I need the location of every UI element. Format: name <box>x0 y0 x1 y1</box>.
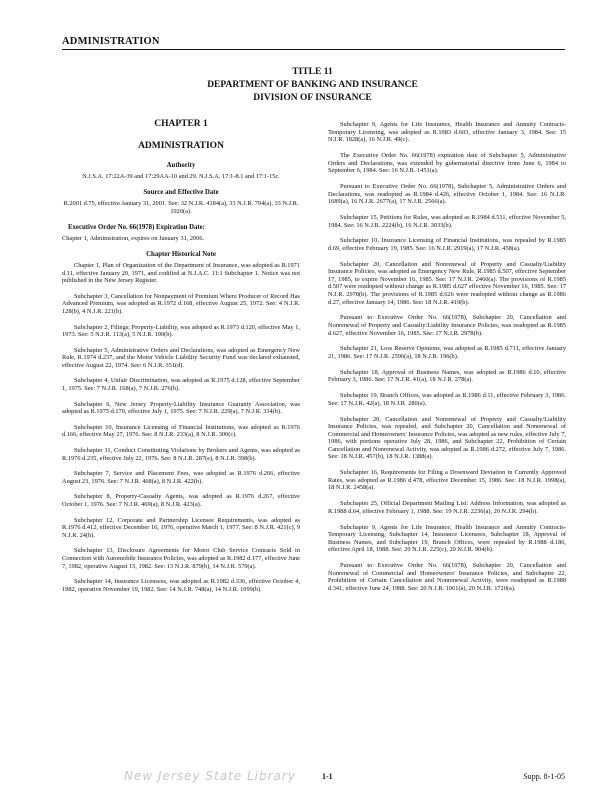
title-block <box>60 66 565 105</box>
title-number: TITLE 11 <box>292 67 333 77</box>
history-paragraph: Subchapter 5, Administrative Orders and Declarations, was adopted as Emergency New Rule, R.1974 d.237, and the Motor Vehicle Liability Security Fund was declared exhausted, effective August 22, 1974. See: 6 N.J.R. 351(d). <box>62 346 300 369</box>
history-paragraph: Pursuant to Executive Order No. 66(1978), Subchapter 20, Cancellation and Nonrenewal of Commercial and Homeowners' Insurance Policies, and Subchapter 22, Prohibition of Certain Cancellation and Nonrenewal Activity, were readopted as R.1988 d.341, effective June 24, 1988. See: 20 N.J.R. 1061(a), 20 N.J.R. 1720(a). <box>328 562 566 592</box>
exec-order-heading: Executive Order No. 66(1978) Expiration Date: <box>68 224 205 232</box>
right-column <box>328 121 566 601</box>
authority-text: N.J.S.A. 17:22A-39 and 17:29AA-10 and 29. N.J.S.A. 17:1-8.1 and 17:1-15c. <box>82 172 280 180</box>
source-heading: Source and Effective Date <box>143 189 219 197</box>
history-paragraph: Chapter 1, Plan of Organization of the Department of Insurance, was adopted as R.1971 d.11, effective January 20, 1971, and codified at N.J.A.C. 11:1 Subchapter 1. Notice was not published in the New Jersey Register. <box>62 261 300 285</box>
chapter-name: ADMINISTRATION <box>138 140 224 151</box>
history-paragraph: Subchapter 4, Unfair Discrimination, was adopted as R.1975 d.128, effective September 1, 1975. See: 7 N.J.R. 168(a), 7 N.J.R. 276(b). <box>62 377 300 393</box>
history-paragraph: Subchapter 3, Cancellation for Nonpayment of Premium Where Producer of Record Has Advanced Premium, was adopted as R.1972 d.168, effective August 25, 1972. See: 4 N.J.R. 128(b), 4 N.J.R. 221(b). <box>62 292 300 315</box>
chapter-number: CHAPTER 1 <box>154 119 208 129</box>
history-paragraph: Subchapter 15, Petitions for Rules, was adopted as R.1984 d.511, effective November 5, 1984. See: 16 N.J.R. 2224(b), 16 N.J.R. 3033(b). <box>328 213 566 229</box>
history-paragraph: Subchapter 9, Agents for Life Insurance, Health Insurance and Annuity Contracts-Temporary Licensing, was adopted as R.1983 d.603, effective January 3, 1984. See: 15 N.J.R. 1828(a), 16 N.J.R. 49(c). <box>328 121 566 144</box>
source-text: R.2001 d.75, effective January 31, 2001. See: 32 N.J.R. 4184(a), 33 N.J.R. 794(a), 33 N.J.R. 1920(a). <box>63 199 299 215</box>
page-number: 1-1 <box>322 772 333 781</box>
running-header: ADMINISTRATION <box>62 36 565 50</box>
department-name: DEPARTMENT OF BANKING AND INSURANCE <box>207 80 418 90</box>
history-paragraph: Subchapter 6, New Jersey Property-Liability Insurance Guaranty Association, was adopted as R.1975 d.170, effective July 1, 1975. See: 7 N.J.R. 229(a), 7 N.J.R. 334(b). <box>62 400 300 416</box>
history-paragraph: Subchapter 21, Loss Reserve Opinions, was adopted as R.1985 d.711, effective January 21, 1986. See: 17 N.J.R. 2596(a), 18 N.J.R. 196(b). <box>328 345 566 360</box>
library-watermark: New Jersey State Library <box>124 769 296 783</box>
history-heading: Chapter Historical Note <box>146 251 216 259</box>
authority-heading: Authority <box>166 162 196 170</box>
history-paragraph: Subchapter 11, Conduct Constituting Violations by Brokers and Agents, was adopted as R.1976 d.235, effective July 22, 1976. See: 8 N.J.R. 287(e), 8 N.J.R. 398(b). <box>62 447 300 462</box>
history-paragraph: Subchapter 8, Property-Casualty Agents, was adopted as R.1976 d.267, effective October 1, 1976. See: 7 N.J.R. 469(a), 8 N.J.R. 423(a). <box>62 493 300 508</box>
history-paragraph: Subchapter 13, Disclosure Agreements for Motor Club Service Contracts Sold in Connection with Automobile Insurance Policies, was adopted as R.1982 d.177, effective June 7, 1982, operative August 15, 1982. See: 13 N.J.R. 879(b), 14 N.J.R. 579(a). <box>62 547 300 570</box>
history-paragraph: Pursuant to Executive Order No. 66(1978), Subchapter 20, Cancellation and Nonrenewal of Property and Casualty/Liability Insurance Policies, was readopted as R.1985 d.627, effective November 16, 1985. See: 17 N.J.R. 2978(b). <box>328 314 566 337</box>
history-paragraph: Subchapter 7, Service and Placement Fees, was adopted as R.1976 d.266, effective August 23, 1976. See: 7 N.J.R. 468(a), 8 N.J.R. 422(b). <box>62 470 300 485</box>
history-paragraph: Subchapter 10, Insurance Licensing of Financial Institutions, was repealed by R.1985 d.69, effective February 19, 1985. See: 16 N.J.R. 2919(a), 17 N.J.R. 458(a). <box>328 237 566 252</box>
history-paragraph: Subchapter 16, Requirements for Filing a Downward Deviation in Currently Approved Rates, was adopted as R.1986 d.478, effective December 15, 1986. See: 18 N.J.R. 1998(a), 18 N.J.R. 2458(a). <box>328 469 566 492</box>
history-paragraph: Subchapter 9, Agents for Life Insurance, Health Insurance and Annuity Contracts-Temporary Licensing, Subchapter 14, Insurance Licensees, Subchapter 18, Approval of Business Names, and Subchapter 19, Branch Offices, were repealed by R.1988 d.186, effective April 18, 1988. See: 20 N.J.R. 225(c), 20 N.J.R. 904(b). <box>328 523 566 554</box>
history-paragraph: Subchapter 25, Official Department Mailing List: Address Information, was adopted as R.1988 d.64, effective February 1, 1988. See: 19 N.J.R. 2236(a), 20 N.J.R. 294(b). <box>328 500 566 515</box>
exec-order-text: Chapter 1, Administration, expires on January 31, 2006. <box>62 234 205 242</box>
division-name: DIVISION OF INSURANCE <box>253 93 372 103</box>
history-paragraph: Subchapter 20, Cancellation and Nonrenewal of Property and Casualty/Liability Insurance Policies, was repealed, and Subchapter 20, Cancellation and Nonrenewal of Commercial and Homeowners' Insurance Policies, was adopted as new rules, effective July 7, 1986, with portions operative July 28, 1986, and Subchapter 22, Prohibition of Certain Cancellation and Nonrenewal Activity, was adopted as R.1986 d.272, effective July 7, 1986. See: 18 N.J.R. 457(b), 18 N.J.R. 1388(a). <box>328 415 566 461</box>
history-paragraph: Subchapter 2, Filings; Property-Liability, was adopted as R.1973 d.120, effective May 1, 1973. See: 5 N.J.R. 113(a), 5 N.J.R. 190(b). <box>62 323 300 339</box>
history-paragraph: Subchapter 19, Branch Offices, was adopted as R.1986 d.11, effective February 3, 1986. See: 17 N.J.R. 42(a), 18 N.J.R. 280(a). <box>328 392 566 407</box>
supplement-date: Supp. 8-1-05 <box>523 772 565 781</box>
history-paragraph: Subchapter 20, Cancellation and Nonrenewal of Property and Casualty/Liability Insurance Policies, was adopted as Emergency New Rule, R.1985 d.507, effective September 17, 1985, to expire November 16, 1985. See: 17 N.J.R. 2460(a). The provisions of R.1985 d.507 were readopted without change as R.1985 d.627 effective November 16, 1985. See: 17 N.J.R. 2978(b). The provisions of R.1985 d.626 were readopted without change as R.1986 d.27, effective January 14, 1986. See: 18 N.J.R. 419(b). <box>328 260 566 306</box>
history-paragraph: The Executive Order No. 66(1978) expiration date of Subchapter 5, Administrative Orders and Declarations, was extended by gubernatorial directive from June 6, 1984 to September 6, 1984. See: 16 N.J.R. 1451(a). <box>328 151 566 175</box>
history-paragraph: Pursuant to Executive Order No. 66(1978), Subchapter 5, Administrative Orders and Declarations, was readopted as R.1984 d.426, effective October 1, 1984. See: 16 N.J.R. 1689(a), 16 N.J.R. 2677(a), 17 N.J.R. 2566(a). <box>328 182 566 206</box>
history-paragraph: Subchapter 10, Insurance Licensing of Financial Institutions, was adopted as R.1976 d.166, effective May 27, 1976. See: 8 N.J.R. 233(a), 8 N.J.R. 300(c). <box>62 423 300 439</box>
history-paragraph: Subchapter 18, Approval of Business Names, was adopted as R.1986 d.10, effective February 3, 1986. See: 17 N.J.R. 41(a), 18 N.J.R. 278(a). <box>328 368 566 384</box>
left-column <box>62 121 300 601</box>
history-paragraph: Subchapter 14, Insurance Licensees, was adopted as R.1982 d.336, effective October 4, 1982, operative November 19, 1982. See: 14 N.J.R. 748(a), 14 N.J.R. 1099(b). <box>62 578 300 593</box>
history-paragraph: Subchapter 12, Corporate and Partnership Licensee Requirements, was adopted as R.1976 d.412, effective December 16, 1976, operative March 1, 1977. See: 8 N.J.R. 421(c), 9 N.J.R. 24(b). <box>62 516 300 539</box>
